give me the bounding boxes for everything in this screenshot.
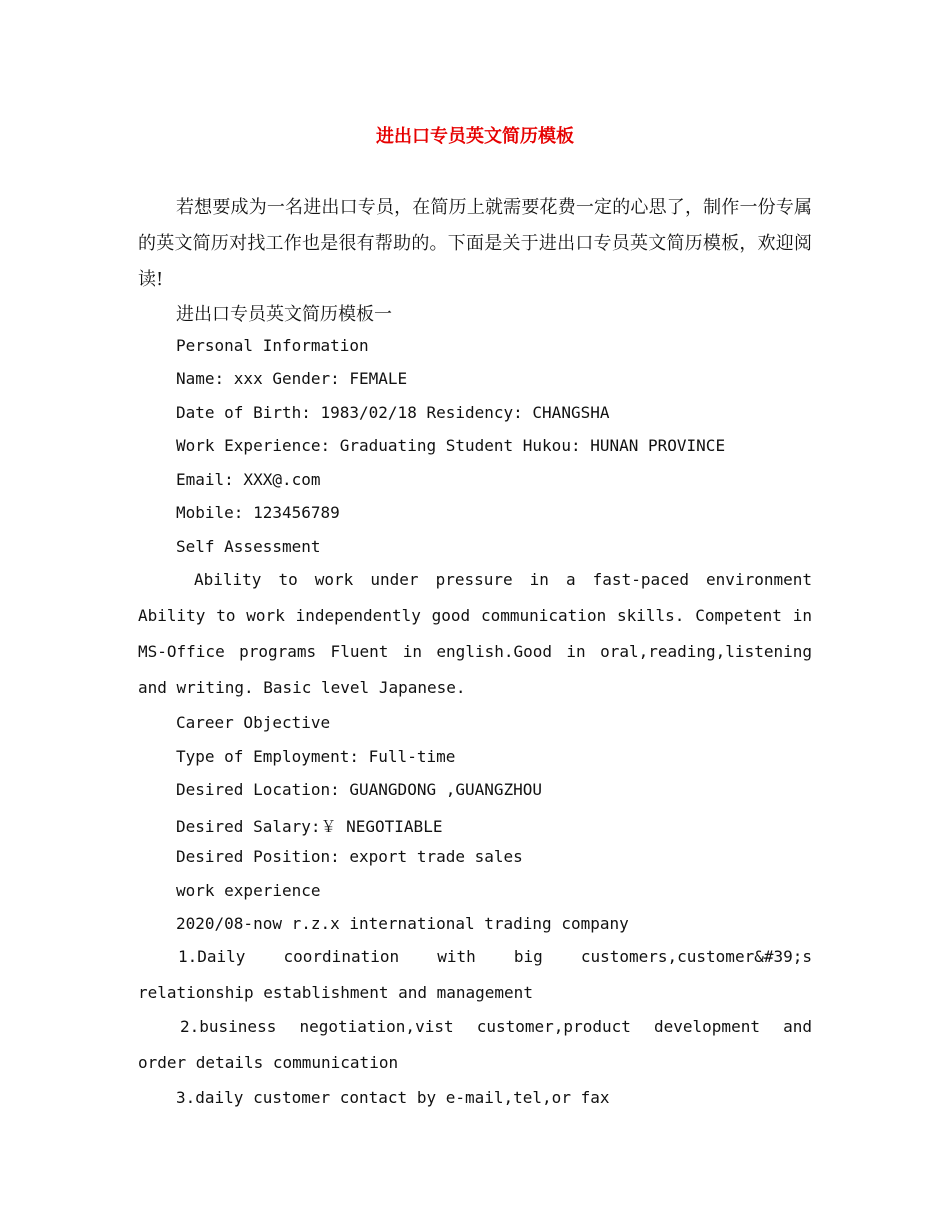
desired-position-line: Desired Position: export trade sales [176, 847, 523, 866]
intro-paragraph: 若想要成为一名进出口专员，在简历上就需要花费一定的心思了，制作一份专属的英文简历对找工作也是很有帮助的。下面是关于进出口专员英文简历模板，欢迎阅读! [138, 197, 812, 290]
duty-item-3: 3.daily customer contact by e-mail,tel,or fax [176, 1088, 610, 1107]
personal-info-heading: Personal Information [176, 336, 369, 355]
document-title: 进出口专员英文简历模板 [376, 126, 574, 147]
duty-item-2: 2.business negotiation,vist customer,product development and order details communication [138, 1017, 812, 1072]
desired-salary-line: Desired Salary:￥ NEGOTIABLE [176, 817, 443, 836]
birth-residency-line: Date of Birth: 1983/02/18 Residency: CHANGSHA [176, 403, 610, 422]
mobile-line: Mobile: 123456789 [176, 503, 340, 522]
work-experience-heading: work experience [176, 881, 321, 900]
self-assessment-paragraph: Ability to work under pressure in a fast-paced environment Ability to work independently good communication skills. Competent in MS-Office programs Fluent in english.Good in oral,reading,listening and writing. Basic level Japanese. [138, 570, 812, 697]
self-assessment-heading: Self Assessment [176, 537, 321, 556]
employment-type-line: Type of Employment: Full-time [176, 747, 456, 766]
email-line: Email: XXX@.com [176, 470, 321, 489]
template-heading: 进出口专员英文简历模板一 [176, 304, 392, 325]
career-objective-heading: Career Objective [176, 713, 331, 732]
desired-location-line: Desired Location: GUANGDONG ,GUANGZHOU [176, 780, 543, 799]
name-gender-line: Name: xxx Gender: FEMALE [176, 369, 408, 388]
work-experience-hukou-line: Work Experience: Graduating Student Hukou: HUNAN PROVINCE [176, 436, 726, 455]
job-line: 2020/08-now r.z.x international trading company [176, 914, 629, 933]
duty-item-1: 1.Daily coordination with big customers,customer&#39;s relationship establishment and management [138, 947, 812, 1002]
